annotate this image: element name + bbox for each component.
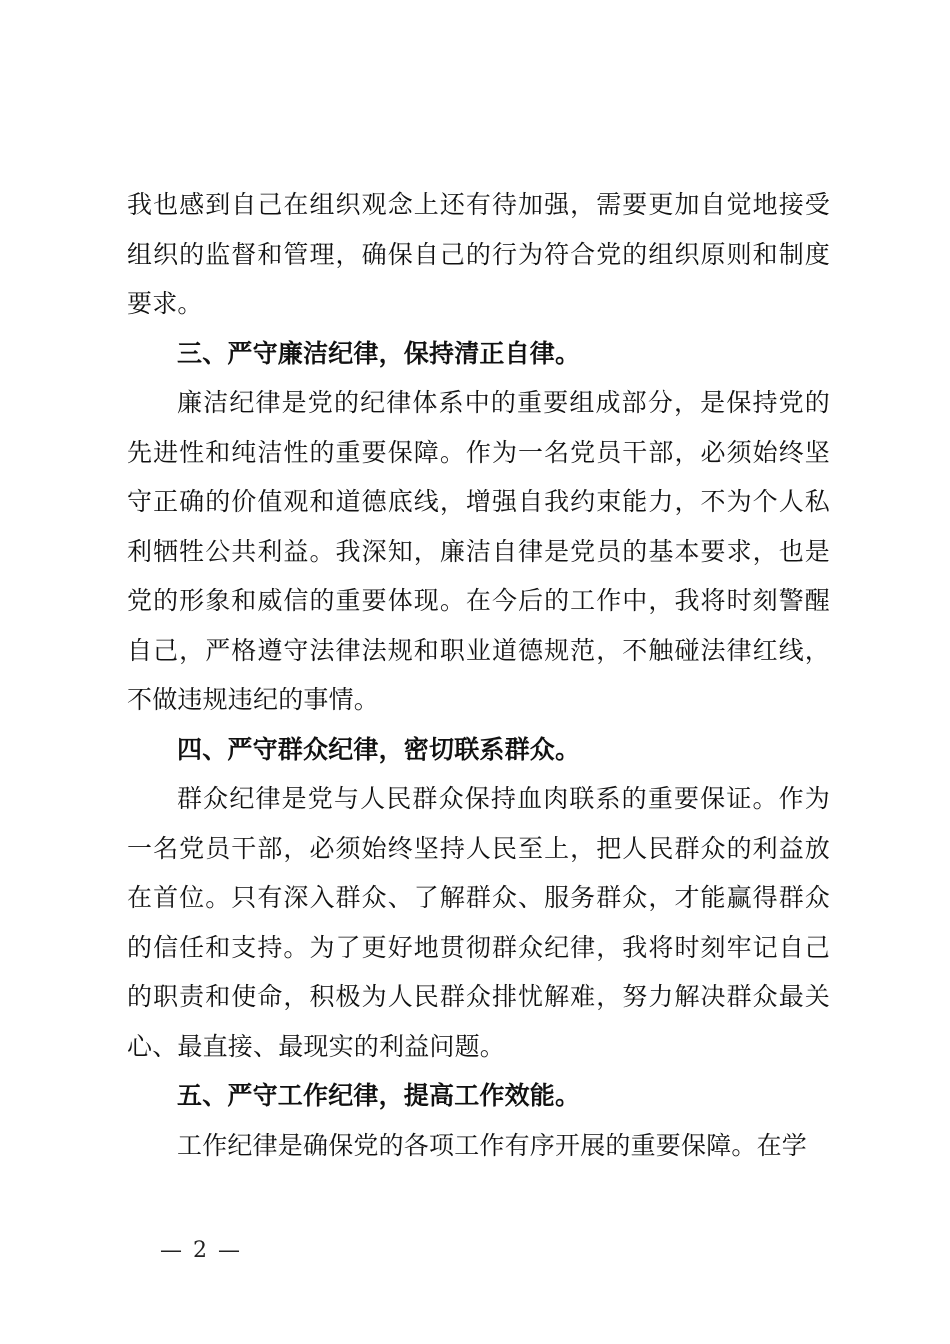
document-body — [127, 180, 830, 1170]
paragraph-mass-discipline: 群众纪律是党与人民群众保持血肉联系的重要保证。作为一名党员干部，必须始终坚持人民至上，把人民群众的利益放在首位。只有深入群众、了解群众、服务群众，才能赢得群众的信任和支持。为了更好地贯彻群众纪律，我将时刻牢记自己的职责和使命，积极为人民群众排忧解难，努力解决群众最关心、最直接、最现实的利益问题。 — [127, 784, 830, 1061]
paragraph-integrity-discipline: 廉洁纪律是党的纪律体系中的重要组成部分，是保持党的先进性和纯洁性的重要保障。作为一名党员干部，必须始终坚守正确的价值观和道德底线，增强自我约束能力，不为个人私利牺牲公共利益。我深知，廉洁自律是党员的基本要求，也是党的形象和威信的重要体现。在今后的工作中，我将时刻警醒自己，严格遵守法律法规和职业道德规范，不触碰法律红线，不做违规违纪的事情。 — [127, 388, 830, 714]
paragraph-continuation: 我也感到自己在组织观念上还有待加强，需要更加自觉地接受组织的监督和管理，确保自己的行为符合党的组织原则和制度要求。 — [127, 190, 830, 318]
section-heading-5: 五、严守工作纪律，提高工作效能。 — [177, 1081, 581, 1110]
page-number: — 2 — — [160, 1238, 242, 1263]
paragraph-work-discipline: 工作纪律是确保党的各项工作有序开展的重要保障。在学 — [177, 1130, 808, 1160]
section-heading-3: 三、严守廉洁纪律，保持清正自律。 — [177, 338, 581, 368]
section-heading-4: 四、严守群众纪律，密切联系群众。 — [177, 734, 581, 764]
